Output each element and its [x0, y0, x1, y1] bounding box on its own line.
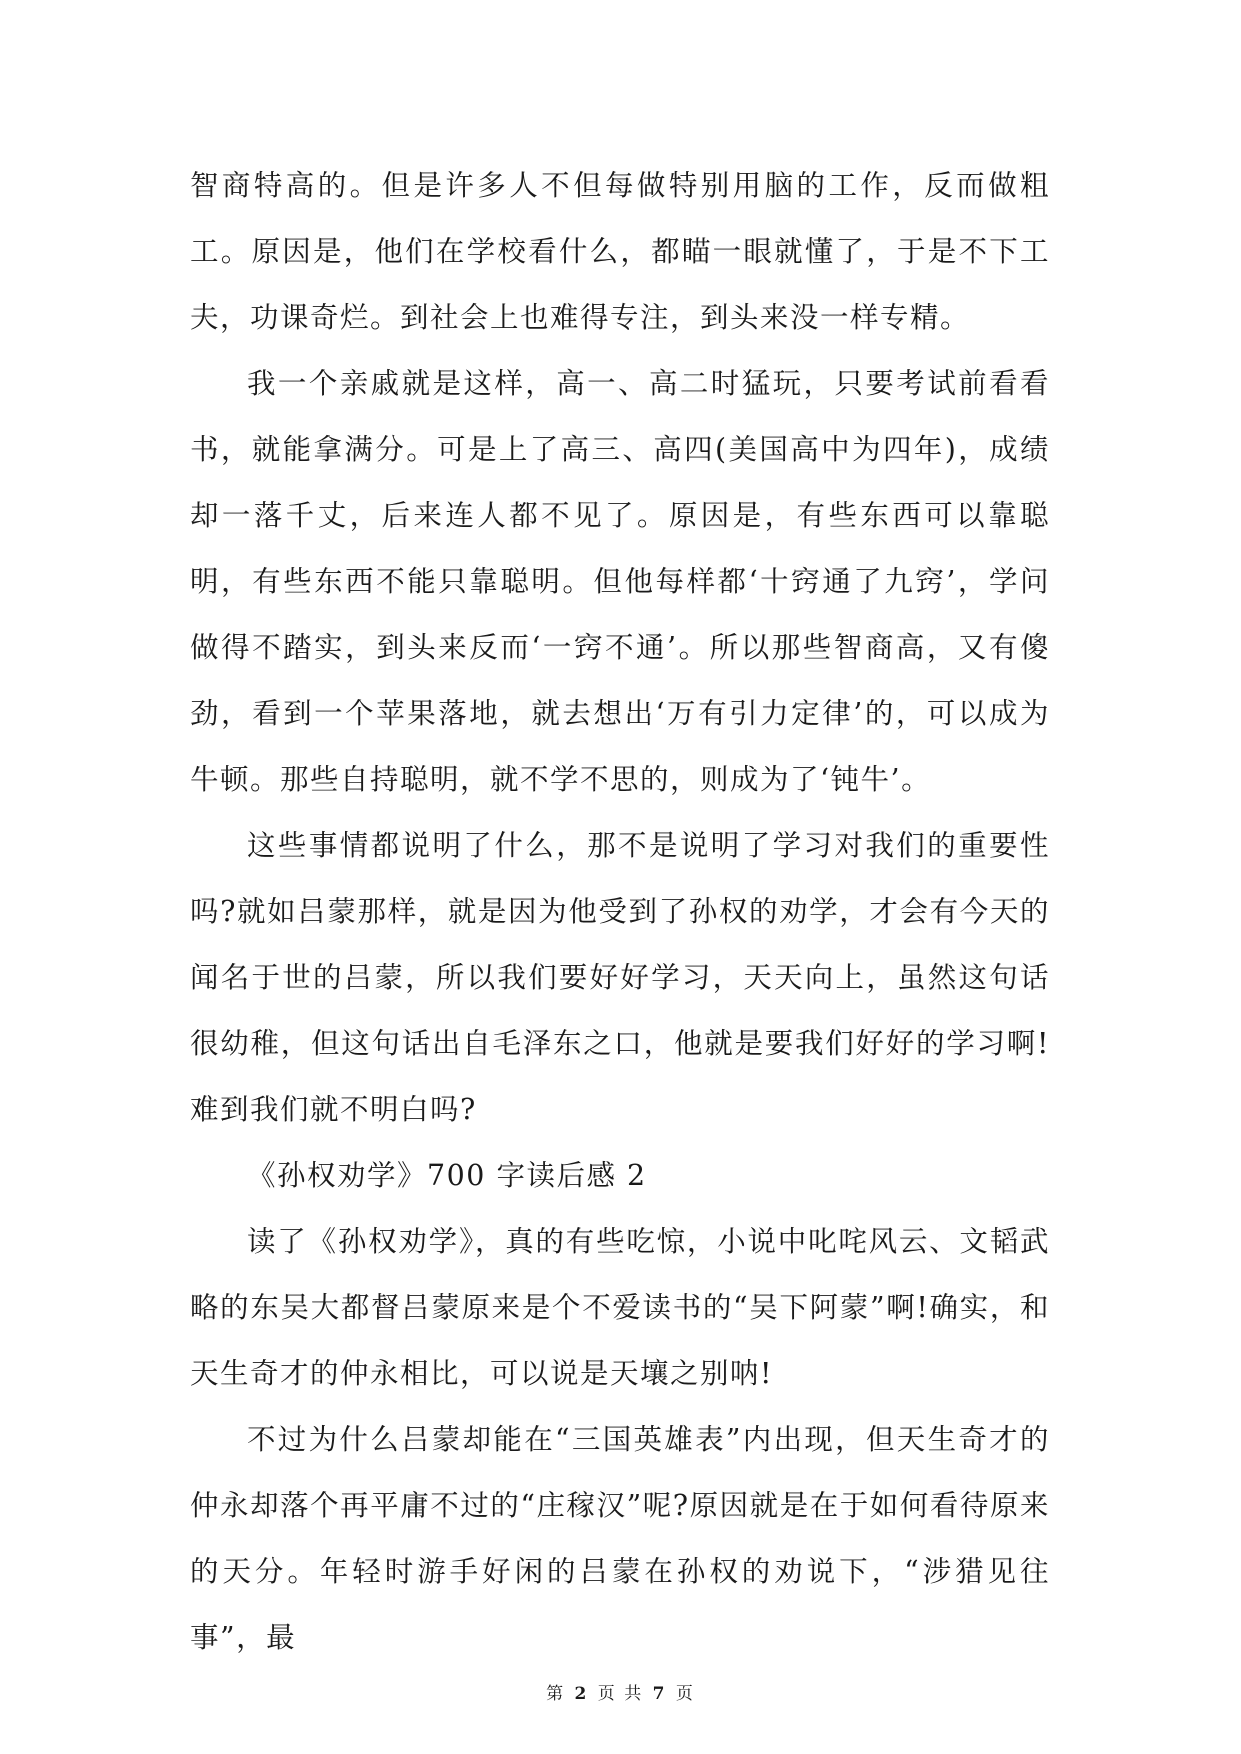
page-footer [0, 1684, 1241, 1704]
footer-prefix: 第 [546, 1684, 566, 1704]
paragraph-1: 智商特高的。但是许多人不但每做特别用脑的工作，反而做粗工。原因是，他们在学校看什么，都瞄一眼就懂了，于是不下工夫，功课奇烂。到社会上也难得专注，到头来没一样专精。 [190, 169, 1050, 334]
paragraph-3: 这些事情都说明了什么，那不是说明了学习对我们的重要性吗?就如吕蒙那样，就是因为他受到了孙权的劝学，才会有今天的闻名于世的吕蒙，所以我们要好好学习，天天向上，虽然这句话很幼稚，但这句话出自毛泽东之口，他就是要我们好好的学习啊!难到我们就不明白吗? [190, 829, 1050, 1126]
paragraph-2: 我一个亲戚就是这样，高一、高二时猛玩，只要考试前看看书，就能拿满分。可是上了高三、高四(美国高中为四年)，成绩却一落千丈，后来连人都不见了。原因是，有些东西可以靠聪明，有些东西不能只靠聪明。但他每样都‘十窍通了九窍’，学问做得不踏实，到头来反而‘一窍不通’。所以那些智商高，又有傻劲，看到一个苹果落地，就去想出‘万有引力定律’的，可以成为牛顿。那些自持聪明，就不学不思的，则成为了‘钝牛’。 [190, 367, 1050, 796]
footer-middle: 页 共 [597, 1684, 644, 1704]
section-heading: 《孙权劝学》700 字读后感 2 [247, 1159, 647, 1192]
footer-suffix: 页 [675, 1684, 695, 1704]
document-body [190, 153, 1050, 1671]
paragraph-4: 读了《孙权劝学》，真的有些吃惊，小说中叱咤风云、文韬武略的东吴大都督吕蒙原来是个不爱读书的“吴下阿蒙”啊!确实，和天生奇才的仲永相比，可以说是天壤之别呐! [190, 1225, 1050, 1390]
paragraph-5: 不过为什么吕蒙却能在“三国英雄表”内出现，但天生奇才的仲永却落个再平庸不过的“庄稼汉”呢?原因就是在于如何看待原来的天分。年轻时游手好闲的吕蒙在孙权的劝说下，“涉猎见往事”，最 [190, 1423, 1050, 1654]
footer-total-pages: 7 [652, 1684, 667, 1704]
footer-current-page: 2 [574, 1684, 589, 1704]
